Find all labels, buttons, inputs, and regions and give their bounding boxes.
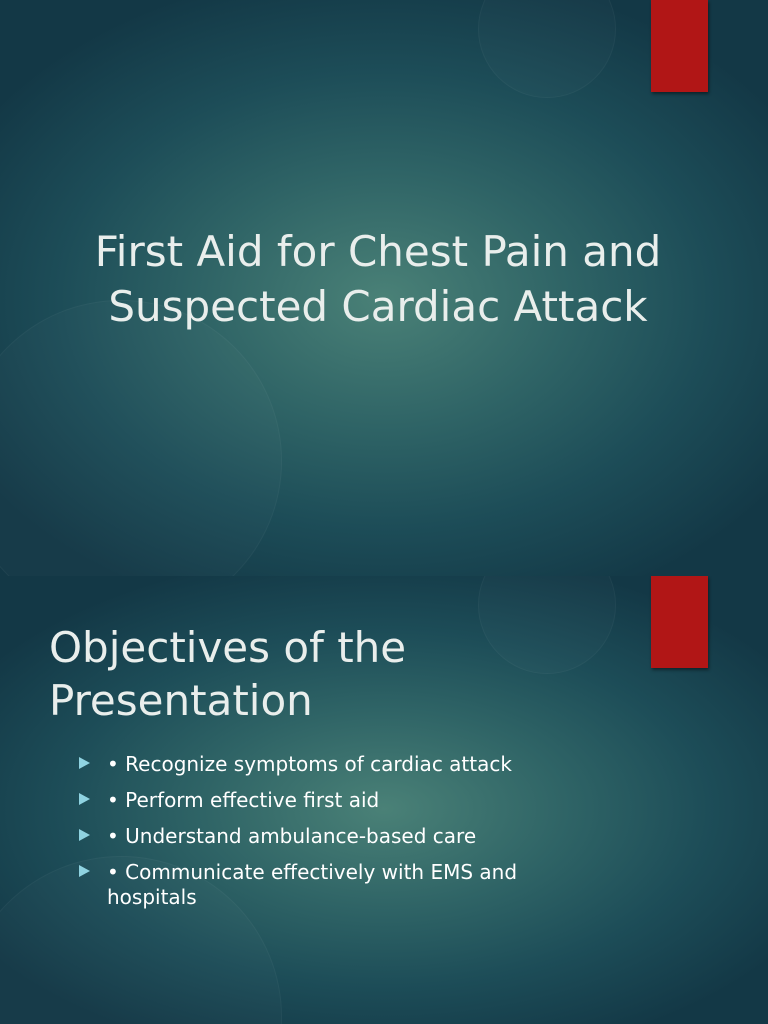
decorative-circle — [0, 300, 282, 576]
accent-tab — [651, 576, 708, 668]
list-item-text: • Recognize symptoms of cardiac attack — [107, 752, 512, 776]
list-item — [76, 788, 596, 813]
triangle-right-icon — [79, 793, 90, 805]
decorative-circle — [478, 0, 616, 98]
triangle-right-icon — [79, 865, 90, 877]
list-item — [76, 860, 596, 910]
accent-tab — [651, 0, 708, 92]
list-item — [76, 824, 596, 849]
triangle-right-icon — [79, 757, 90, 769]
triangle-right-icon — [79, 829, 90, 841]
bullet-list — [76, 752, 596, 921]
list-item-text: • Communicate effectively with EMS and hospitals — [107, 860, 518, 909]
slide-title: First Aid for Chest Pain and Suspected Cardiac Attack — [94, 227, 662, 331]
slide-title: Objectives of the Presentation — [49, 623, 407, 725]
list-item-text: • Perform effective first aid — [107, 788, 380, 812]
objectives-slide — [0, 576, 768, 1024]
list-item — [76, 752, 596, 777]
list-item-text: • Understand ambulance-based care — [107, 824, 477, 848]
